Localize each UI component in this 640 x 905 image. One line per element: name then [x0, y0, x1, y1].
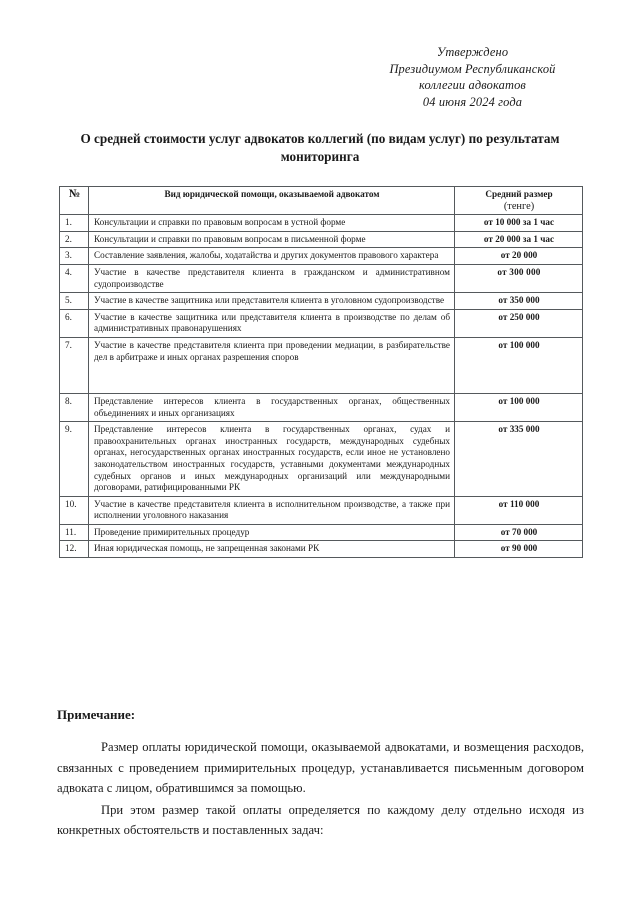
row-description: Иная юридическая помощь, не запрещенная законами РК [89, 541, 455, 558]
row-number: 3. [60, 248, 89, 265]
row-description: Участие в качестве защитника или представителя клиента в уголовном судопроизводстве [89, 293, 455, 310]
approval-line-2: Президиумом Республиканской [389, 61, 556, 76]
row-price: от 300 000 [455, 264, 583, 292]
row-description: Проведение примирительных процедур [89, 524, 455, 541]
table-row [60, 215, 583, 232]
notes-heading: Примечание: [57, 707, 136, 722]
row-number: 1. [60, 215, 89, 232]
table-row [60, 524, 583, 541]
column-header-number: № [60, 187, 89, 215]
table-row [60, 248, 583, 265]
row-description: Представление интересов клиента в государственных органах, общественных объединениях и иных организациях [89, 393, 455, 421]
row-description: Представление интересов клиента в государственных органах, судах и правоохранительных органах иностранных государств, международных судебных органах, негосударственных органах иностранных государств, если иное не установлено законодательством иностранных государств, уставными документами международных судебных органов и иных международных организаций или международными договорами, ратифицированными РК [89, 422, 455, 497]
price-table-wrapper [59, 186, 582, 558]
row-price: от 100 000 [455, 393, 583, 421]
table-header [60, 187, 583, 215]
table-row [60, 337, 583, 393]
notes-paragraph-1: Размер оплаты юридической помощи, оказываемой адвокатами, и возмещения расходов, связанных с проведением примирительных процедур, устанавливается письменным договором адвоката с лицом, обратившимся за помощью. [57, 740, 584, 795]
row-description: Участие в качестве защитника или представителя клиента в производстве по делам об административных правонарушениях [89, 309, 455, 337]
table-body [60, 215, 583, 558]
row-number: 9. [60, 422, 89, 497]
table-row [60, 422, 583, 497]
table-row [60, 496, 583, 524]
row-number: 6. [60, 309, 89, 337]
approval-block [330, 44, 615, 110]
table-row [60, 231, 583, 248]
table-row [60, 293, 583, 310]
table-row [60, 393, 583, 421]
row-number: 5. [60, 293, 89, 310]
column-header-amount-unit: (тенге) [503, 200, 535, 212]
row-price: от 70 000 [455, 524, 583, 541]
row-price: от 335 000 [455, 422, 583, 497]
row-price: от 20 000 за 1 час [455, 231, 583, 248]
notes-section [57, 707, 584, 841]
row-price: от 100 000 [455, 337, 583, 393]
row-number: 8. [60, 393, 89, 421]
approval-line-4: 04 июня 2024 года [422, 94, 523, 109]
row-number: 12. [60, 541, 89, 558]
row-number: 4. [60, 264, 89, 292]
row-description: Участие в качестве представителя клиента в гражданском и административном судопроизводстве [89, 264, 455, 292]
page-title: О средней стоимости услуг адвокатов коллегий (по видам услуг) по результатам мониторинга [80, 131, 560, 164]
table-row [60, 309, 583, 337]
table-row [60, 541, 583, 558]
row-description: Консультации и справки по правовым вопросам в устной форме [89, 215, 455, 232]
row-price: от 20 000 [455, 248, 583, 265]
row-description: Консультации и справки по правовым вопросам в письменной форме [89, 231, 455, 248]
approval-line-1: Утверждено [436, 45, 509, 59]
row-price: от 250 000 [455, 309, 583, 337]
row-price: от 90 000 [455, 541, 583, 558]
approval-line-3: коллегии адвокатов [419, 78, 526, 92]
table-row [60, 264, 583, 292]
row-price: от 110 000 [455, 496, 583, 524]
row-description: Участие в качестве представителя клиента в исполнительном производстве, а также при исполнении уголовного наказания [89, 496, 455, 524]
table-header-row [60, 187, 583, 215]
row-price: от 350 000 [455, 293, 583, 310]
column-header-amount [455, 187, 583, 215]
price-table [59, 186, 583, 558]
row-number: 10. [60, 496, 89, 524]
row-number: 7. [60, 337, 89, 393]
row-description: Участие в качестве представителя клиента при проведении медиации, в разбирательстве дел в арбитраже и иных органах разрешения споров [89, 337, 455, 393]
row-price: от 10 000 за 1 час [455, 215, 583, 232]
row-description: Составление заявления, жалобы, ходатайства и других документов правового характера [89, 248, 455, 265]
column-header-amount-main: Средний размер [485, 189, 553, 199]
column-header-kind: Вид юридической помощи, оказываемой адвокатом [89, 187, 455, 215]
row-number: 2. [60, 231, 89, 248]
notes-paragraph-2: При этом размер такой оплаты определяется по каждому делу отдельно исходя из конкретных обстоятельств и поставленных задач: [57, 802, 584, 837]
row-number: 11. [60, 524, 89, 541]
